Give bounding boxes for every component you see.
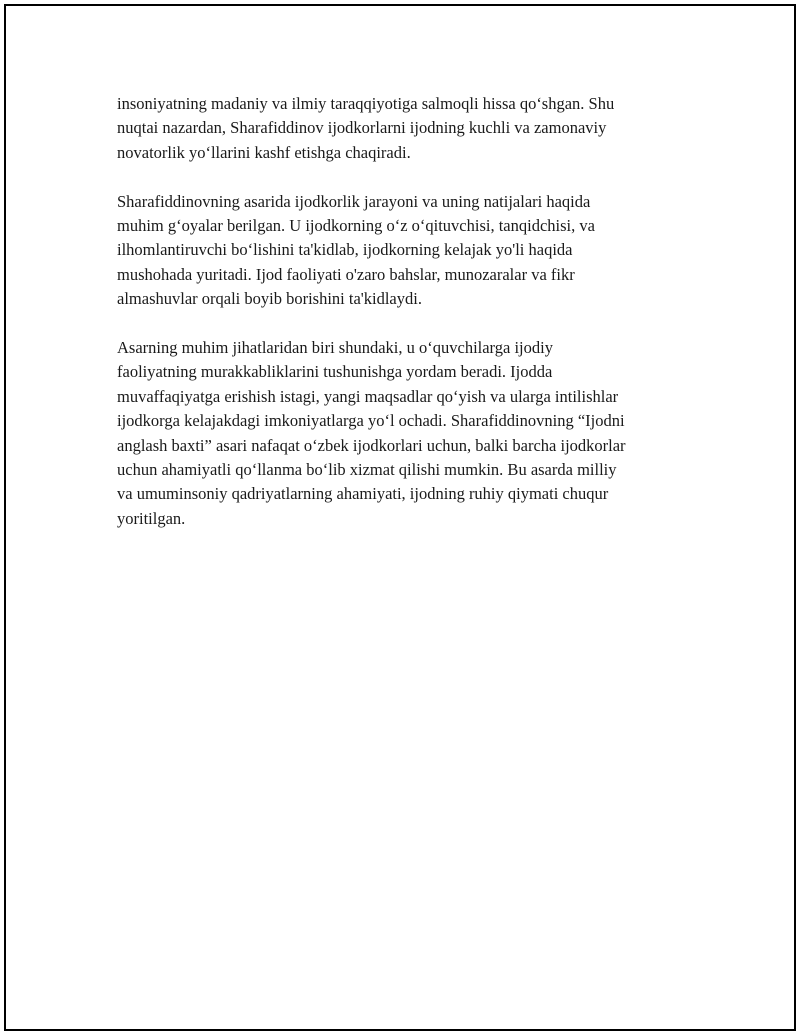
paragraph-1: insoniyatning madaniy va ilmiy taraqqiyotiga salmoqli hissa qo‘shgan. Shu nuqtai nazardan, Sharafiddinov ijodkorlarni ijodning kuchli va zamonaviy novatorlik yo‘llarini kashf etishga chaqiradi. bbox=[117, 94, 615, 162]
paragraph-3: Asarning muhim jihatlaridan biri shundaki, u o‘quvchilarga ijodiy faoliyatning murakkabliklarini tushunishga yordam beradi. Ijodda muvaffaqiyatga erishish istagi, yangi maqsadlar qo‘yish va ularga intilishlar ijodkorga kelajakdagi imkoniyatlarga yo‘l ochadi. Sharafiddinovning “Ijodni anglash baxti” asari nafaqat o‘zbek ijodkorlari uchun, balki barcha ijodkorlar uchun ahamiyatli qo‘llanma bo‘lib xizmat qilishi mumkin. Bu asarda milliy va umuminsoniy qadriyatlarning ahamiyati, ijodning ruhiy qiymati chuqur yoritilgan. bbox=[117, 338, 626, 528]
paragraph-2: Sharafiddinovning asarida ijodkorlik jarayoni va uning natijalari haqida muhim g‘oyalar berilgan. U ijodkorning o‘z o‘qituvchisi, tanqidchisi, va ilhomlantiruvchi bo‘lishini ta'kidlab, ijodkorning kelajak yo'li haqida mushohada yuritadi. Ijod faoliyati o'zaro bahslar, munozaralar va fikr almashuvlar orqali boyib borishini ta'kidlaydi. bbox=[117, 191, 595, 309]
document-body bbox=[117, 92, 695, 556]
